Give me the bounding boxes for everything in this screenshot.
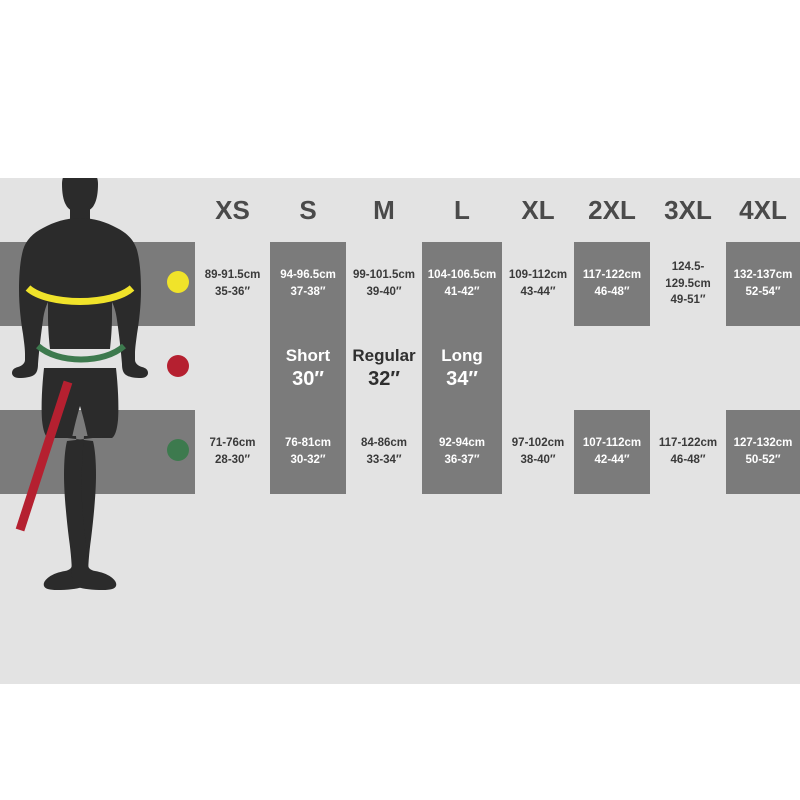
chest-xs: 89-91.5cm 35-36″ <box>204 269 261 298</box>
waist-s: 76-81cm 30-32″ <box>284 437 332 466</box>
footer-cell-2xl <box>574 494 650 684</box>
figure-column-waist <box>0 410 160 494</box>
chest-3xl: 124.5-129.5cm 49-51″ <box>665 260 711 307</box>
inseam-4xl <box>726 326 800 410</box>
waist-xl: 97-102cm 38-40″ <box>511 437 565 466</box>
waist-xs: 71-76cm 28-30″ <box>209 437 256 466</box>
size-chart-table <box>0 178 800 684</box>
waist-2xl: 107-112cm 42-44″ <box>582 437 642 466</box>
footer-cell-l <box>422 494 502 684</box>
footer-cell-xs <box>195 494 270 684</box>
figure-column-spacer <box>0 178 160 242</box>
chest-l: 104-106.5cm 41-42″ <box>427 269 497 298</box>
footer-cell-m <box>346 494 422 684</box>
footer-cell-xl <box>502 494 574 684</box>
figure-column-chest <box>0 242 160 326</box>
size-label-xs: XS <box>215 194 250 225</box>
inseam-xs <box>195 326 270 410</box>
size-label-l: L <box>454 194 470 225</box>
size-label-xl: XL <box>521 194 555 225</box>
waist-3xl: 117-122cm 46-48″ <box>658 437 718 466</box>
footer-cell-s <box>270 494 346 684</box>
marker-cell-chest <box>160 242 195 326</box>
chest-2xl: 117-122cm 46-48″ <box>582 269 642 298</box>
inseam-m: Regular 32″ <box>346 326 422 410</box>
waist-4xl: 127-132cm 50-52″ <box>733 437 793 466</box>
inseam-s: Short 30″ <box>270 326 346 410</box>
footer-cell-3xl <box>650 494 726 684</box>
waist-l: 92-94cm 36-37″ <box>438 437 486 466</box>
table-header-row <box>0 178 800 242</box>
chest-m: 99-101.5cm 39-40″ <box>352 269 416 298</box>
table-row-inseam <box>0 326 800 410</box>
size-label-4xl: 4XL <box>739 194 787 225</box>
inseam-xl <box>502 326 574 410</box>
marker-cell-waist <box>160 410 195 494</box>
size-label-3xl: 3XL <box>664 194 712 225</box>
inseam-l: Long 34″ <box>422 326 502 410</box>
footer-figure-cell <box>0 494 160 684</box>
size-chart <box>0 178 800 622</box>
figure-column-inseam <box>0 326 160 410</box>
table-footer-row <box>0 494 800 684</box>
marker-cell-inseam <box>160 326 195 410</box>
footer-marker-cell <box>160 494 195 684</box>
chest-4xl: 132-137cm 52-54″ <box>733 269 793 298</box>
footer-cell-4xl <box>726 494 800 684</box>
size-label-2xl: 2XL <box>588 194 636 225</box>
table-row-waist <box>0 410 800 494</box>
inseam-2xl <box>574 326 650 410</box>
chest-s: 94-96.5cm 37-38″ <box>280 269 336 298</box>
table-row-chest <box>0 242 800 326</box>
chest-xl: 109-112cm 43-44″ <box>508 269 568 298</box>
inseam-marker-dot-icon <box>167 355 189 377</box>
marker-column-spacer <box>160 178 195 242</box>
waist-m: 84-86cm 33-34″ <box>360 437 408 466</box>
inseam-3xl <box>650 326 726 410</box>
chest-marker-dot-icon <box>167 271 189 293</box>
size-label-m: M <box>373 194 395 225</box>
waist-marker-dot-icon <box>167 439 189 461</box>
size-label-s: S <box>299 194 317 225</box>
